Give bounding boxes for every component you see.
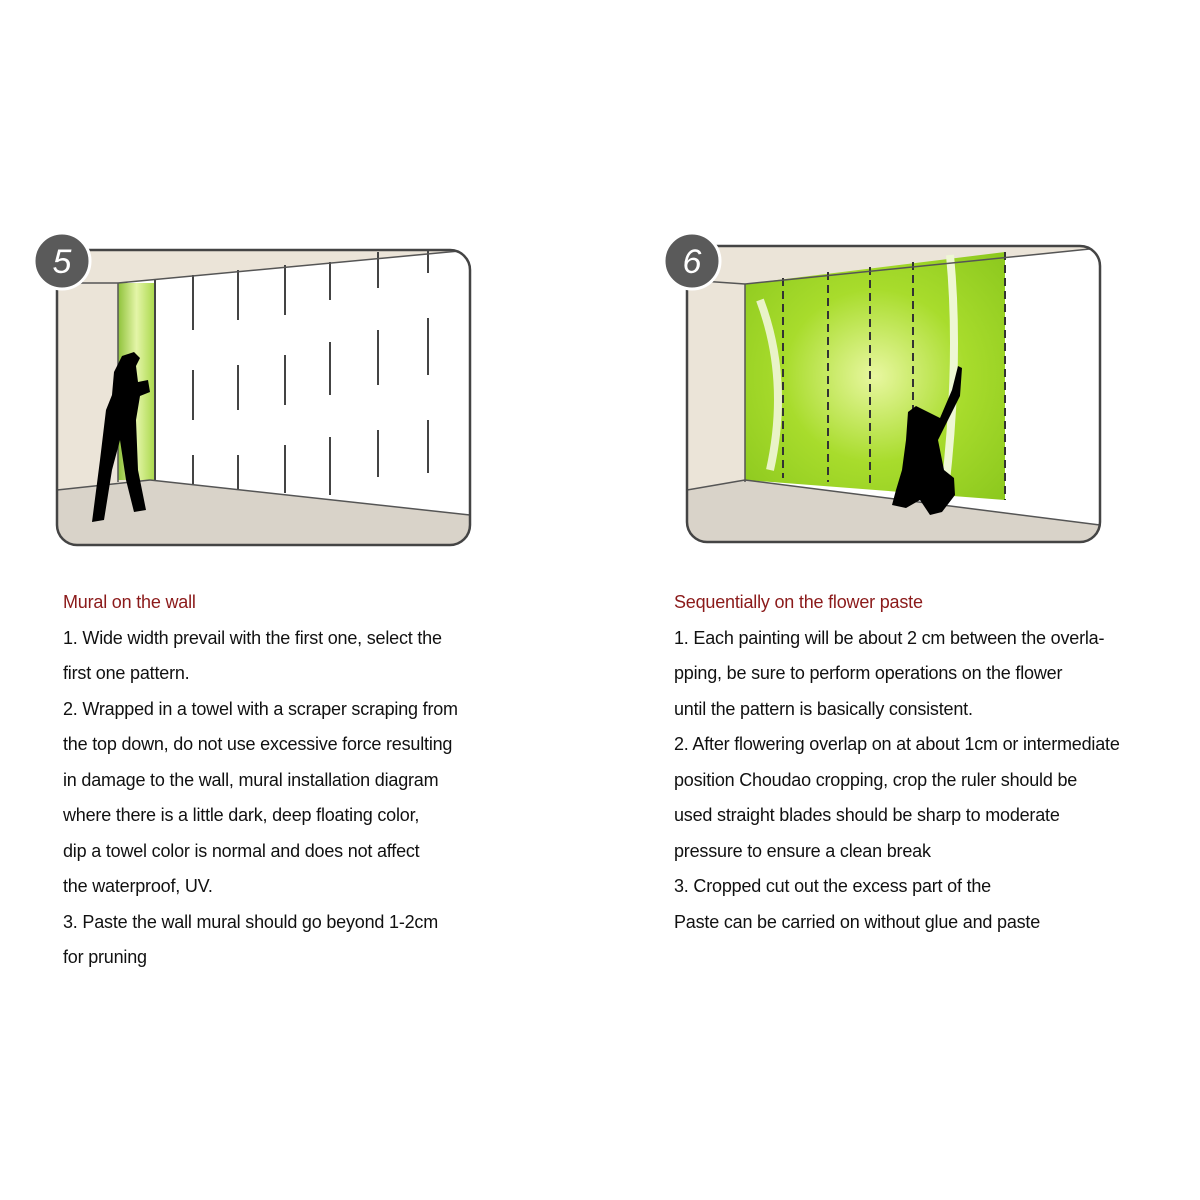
step-6-number: 6 bbox=[682, 243, 702, 281]
step-6-heading: Sequentially on the flower paste bbox=[674, 592, 923, 612]
instruction-line: position Choudao cropping, crop the ruler should be bbox=[674, 769, 1078, 790]
instruction-line: where there is a little dark, deep floating color, bbox=[63, 805, 420, 825]
instruction-line: dip a towel color is normal and does not affect bbox=[63, 840, 420, 861]
step-6-instructions bbox=[674, 585, 1120, 940]
instruction-line: Paste can be carried on without glue and paste bbox=[674, 911, 1041, 932]
instruction-line: 1. Each painting will be about 2 cm between the overla- bbox=[674, 627, 1105, 648]
instruction-line: 2. After flowering overlap on at about 1cm or intermediate bbox=[674, 734, 1120, 754]
step-5-heading: Mural on the wall bbox=[63, 592, 196, 612]
instruction-line: 3. Cropped cut out the excess part of the bbox=[674, 876, 991, 896]
step-5-illustration bbox=[0, 220, 500, 560]
back-wall bbox=[118, 250, 470, 515]
instruction-line: in damage to the wall, mural installation diagram bbox=[63, 769, 439, 790]
instruction-line: 1. Wide width prevail with the first one, select the bbox=[63, 627, 442, 648]
instruction-line: 3. Paste the wall mural should go beyond 1-2cm bbox=[63, 911, 439, 932]
instruction-line: pressure to ensure a clean break bbox=[674, 840, 931, 861]
instruction-line: used straight blades should be sharp to moderate bbox=[674, 805, 1060, 825]
instruction-line: pping, be sure to perform operations on the flower bbox=[674, 663, 1063, 683]
step-5-instructions bbox=[63, 585, 458, 976]
instruction-line: the top down, do not use excessive force resulting bbox=[63, 734, 453, 754]
instruction-line: the waterproof, UV. bbox=[63, 876, 213, 896]
instruction-line: first one pattern. bbox=[63, 663, 190, 683]
step-6-illustration bbox=[630, 220, 1130, 560]
instruction-line: 2. Wrapped in a towel with a scraper scraping from bbox=[63, 698, 458, 719]
instruction-line: until the pattern is basically consistent. bbox=[674, 698, 973, 719]
step-5-number: 5 bbox=[52, 243, 72, 281]
instruction-line: for pruning bbox=[63, 947, 147, 967]
